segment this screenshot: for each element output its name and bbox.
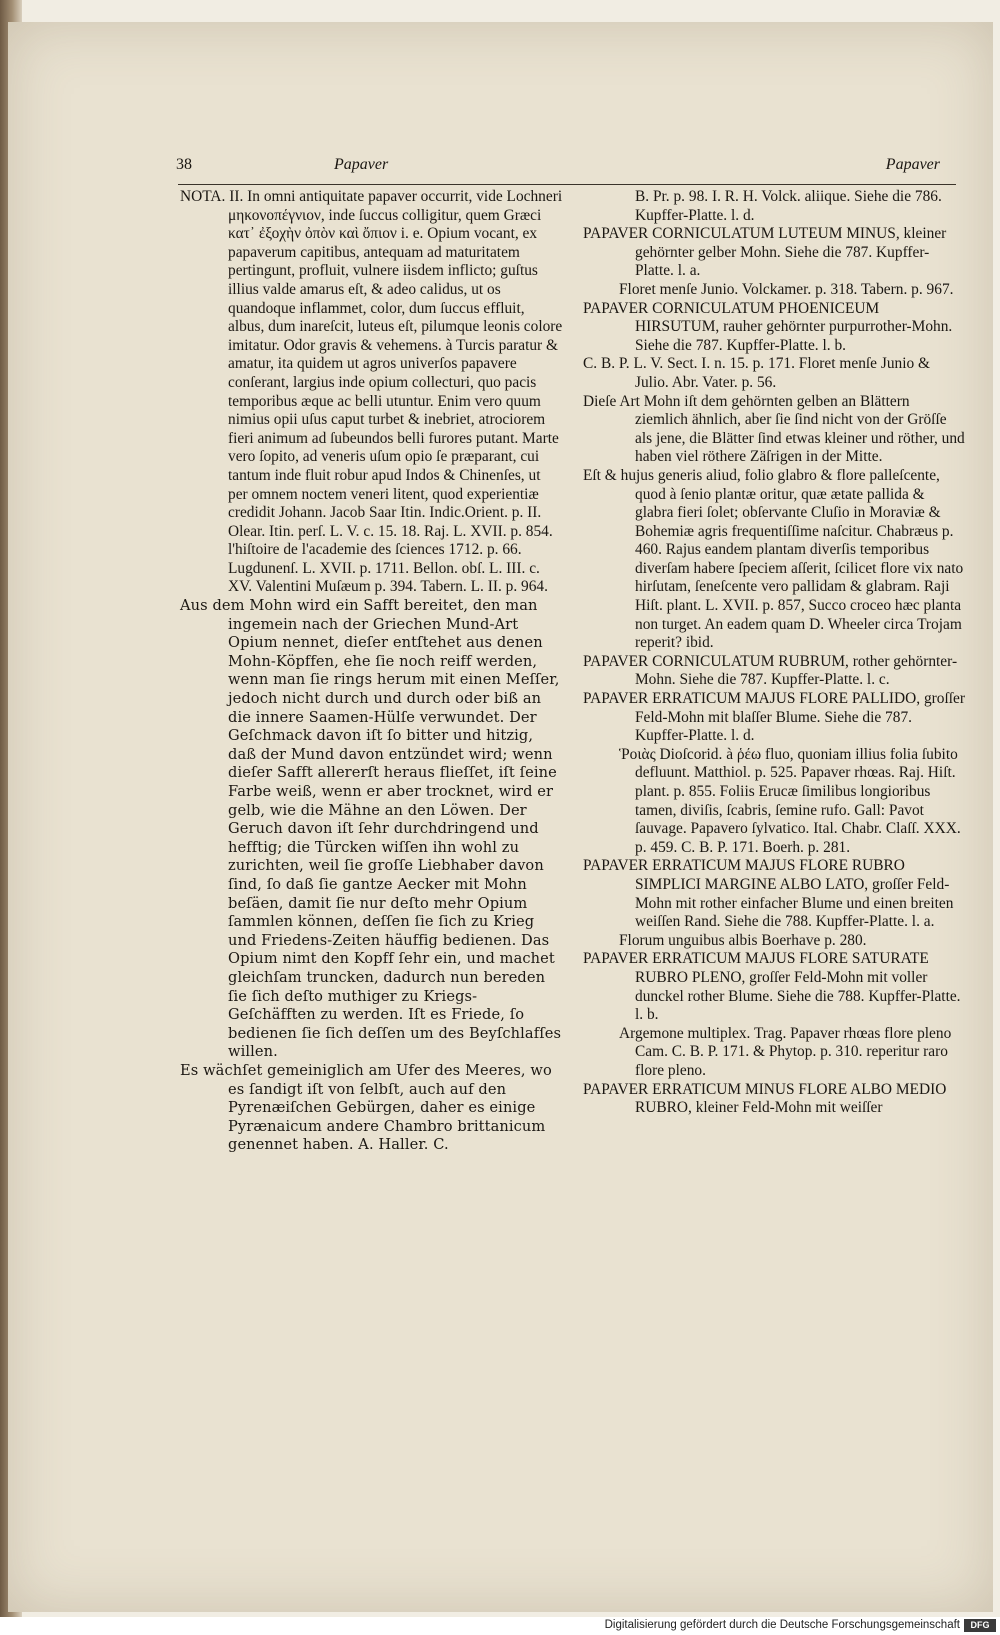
right-entry: B. Pr. p. 98. I. R. H. Volck. aliique. Siehe die 786. Kupffer-Platte. l. d. [635,188,942,224]
right-entry: Argemone multiplex. Trag. Papaver rhœas flore pleno Cam. C. B. P. 171. & Phytop. p. 310. reperitur raro flore pleno. [619,1024,952,1079]
dfg-logo: DFG [964,1619,996,1632]
right-entry: PAPAVER ERRATICUM MAJUS FLORE SATURATE RUBRO PLENO, groſſer Feld-Mohn mit voller dunckel rother Blume. Siehe die 788. Kupffer-Platte. l. b. [583,950,961,1024]
left-running-title: Papaver [334,156,389,173]
page-number: 38 [176,156,192,173]
digitization-footer [0,1617,1000,1635]
header-rule [178,184,956,185]
right-entry: PAPAVER ERRATICUM MAJUS FLORE PALLIDO, groſſer Feld-Mohn mit blaſſer Blume. Siehe die 787. Kupffer-Platte. l. d. [583,690,965,745]
right-running-title: Papaver [885,156,940,173]
german-paragraph-habitat: Es wächſet gemeiniglich am Ufer des Meeres, wo es ſandigt iſt von ſelbſt, auch auf den Pyrenæiſchen Gebürgen, daher es einige Pyrænaicum andere Chambro brittanicum genennet haben. A. Haller. C. [180,1061,552,1154]
right-entry: Ῥοιὰς Dioſcorid. à ῥέω fluo, quoniam illius folia ſubito defluunt. Matthiol. p. 525. Papaver rhœas. Raj. Hiſt. plant. p. 855. Foliis Erucæ ſimilibus longioribus tamen, diviſis, ſcabris, ſemine rufo. Gall: Pavot ſauvage. Papavero ſylvatico. Ital. Chabr. Claſſ. XXX. p. 459. C. B. P. 171. Boerh. p. 281. [619,745,961,856]
left-column [180,188,563,1155]
right-entry: C. B. P. L. V. Sect. I. n. 15. p. 171. Floret menſe Junio & Julio. Abr. Vater. p. 56. [583,355,931,391]
right-entry: PAPAVER CORNICULATUM LUTEUM MINUS, kleiner gehörnter gelber Mohn. Siehe die 787. Kupffer-Platte. l. a. [583,225,947,280]
right-entry: PAPAVER CORNICULATUM RUBRUM, rother gehörnter-Mohn. Siehe die 787. Kupffer-Platte. l. c. [583,652,958,689]
german-paragraph-opium: Aus dem Mohn wird ein Safft bereitet, den man ingemein nach der Griechen Mund-Art Opium nennet, dieſer entſtehet aus denen Mohn-Köpffen, ehe ſie noch reiff werden, wenn man ſie rings herum mit einen Meſſer, jedoch nicht durch und durch oder biß an die innere Saamen-Hülſe verwundet. Der Geſchmack davon iſt ſo bitter und hitzig, daß der Mund davon entzündet wird; wenn dieſer Safft allererſt heraus flieſſet, iſt ſeine Farbe weiß, wenn er aber trocknet, wird er gelb, wie die Mähne an den Löwen. Der Geruch davon iſt ſehr durchdringend und hefftig; die Türcken wiſſen ihn wohl zu zurichten, weil ſie groſſe Liebhaber davon ſind, ſo daß ſie gantze Aecker mit Mohn beſäen, damit ſie nur deſto mehr Opium ſammlen können, deſſen ſie ſich zu Krieg und Friedens-Zeiten häuffig bedienen. Das Opium nimt den Kopff ſehr ein, und machet gleichſam truncken, dadurch nun bereden ſie ſich deſto muthiger zu Kriegs-Geſchäfften zu werden. Iſt es Friede, ſo bedienen ſie ſich deſſen um des Beyſchlafſes willen. [180,597,562,1061]
right-entry: Dieſe Art Mohn iſt dem gehörnten gelben an Blättern ziemlich ähnlich, aber ſie ſind nicht von der Gröſſe als jene, die Blätter ſind etwas kleiner und röther, und haben viel röthere Zäſrigen in der Mitte. [583,392,965,466]
right-entry: PAPAVER CORNICULATUM PHOENICEUM HIRSUTUM, rauher gehörnter purpurrother-Mohn. Siehe die 787. Kupffer-Platte. l. b. [583,299,953,354]
running-header [176,156,956,182]
right-entry: Eſt & hujus generis aliud, folio glabro & flore palleſcente, quod à ſenio plantæ oritur, quæ ætate pallida & glabra fieri ſolet; obſervante Cluſio in Moraviæ & Bohemiæ agris frequentiſſime naſcitur. Chabræus p. 460. Rajus eandem plantam diverſis temporibus diverſam habere ſpeciem aſſerit, ſcilicet flore vix nato hirſutam, ſeneſcente vero pallidam & glabram. Raji Hiſt. plant. L. XVII. p. 857, Succo croceo hæc planta non turget. An eadem quam D. Wheeler circa Trojam reperit? ibid. [583,466,964,652]
footer-credit: Digitalisierung gefördert durch die Deutsche Forschungsgemeinschaft [604,1619,960,1631]
nota-paragraph: NOTA. II. In omni antiquitate papaver occurrit, vide Lochneri μηκονοπέγνιον, inde ſuccus colligitur, quem Græci κατ᾽ ἐξοχὴν ὀπὸν καὶ ὄπιον i. e. Opium vocant, ex papaverum capitibus, antequam ad maturitatem pertingunt, profluit, vulnere iisdem inflicto; guſtus illius valde amarus eſt, & adeo calidus, ut os quandoque inflammet, color, dum ſuccus effluit, albus, dum inareſcit, luteus eſt, pilumque leonis colore imitatur. Odor gravis & vehemens. à Turcis paratur & amatur, ita quidem ut agros univerſos papavere conſerant, largius inde opium collecturi, quo pacis temporibus æque ac belli utuntur. Enim vero quum nimius opii uſus caput turbet & inebriet, atrociorem fieri animum ad ſubeundos belli furores putant. Marte vero ſopito, ad veneris uſum opio ſe præparant, cui tantum inde fluit robur apud Indos & Chinenſes, ut per omnem noctem veneri litent, quod experientiæ credidit Johann. Jacob Saar Itin. Indic.Orient. p. II. Olear. Itin. perſ. L. V. c. 15. 18. Raj. L. XVII. p. 854. l'hiſtoire de l'academie des ſciences 1712. p. 66. Lugdunenſ. L. XVII. p. 1711. Bellon. obſ. L. III. c. XV. Valentini Muſæum p. 394. Tabern. L. II. p. 964. [180,188,563,596]
right-entry: Floret menſe Junio. Volckamer. p. 318. Tabern. p. 967. [619,280,954,298]
right-entry: PAPAVER ERRATICUM MAJUS FLORE RUBRO SIMPLICI MARGINE ALBO LATO, groſſer Feld-Mohn mit rother einfacher Blume und einen breiten weiſſen Rand. Siehe die 788. Kupffer-Platte. l. a. [583,857,954,931]
right-column [583,188,965,1118]
right-entry: Florum unguibus albis Boerhave p. 280. [619,931,867,949]
right-entry: PAPAVER ERRATICUM MINUS FLORE ALBO MEDIO RUBRO, kleiner Feld-Mohn mit weiſſer [583,1080,947,1117]
